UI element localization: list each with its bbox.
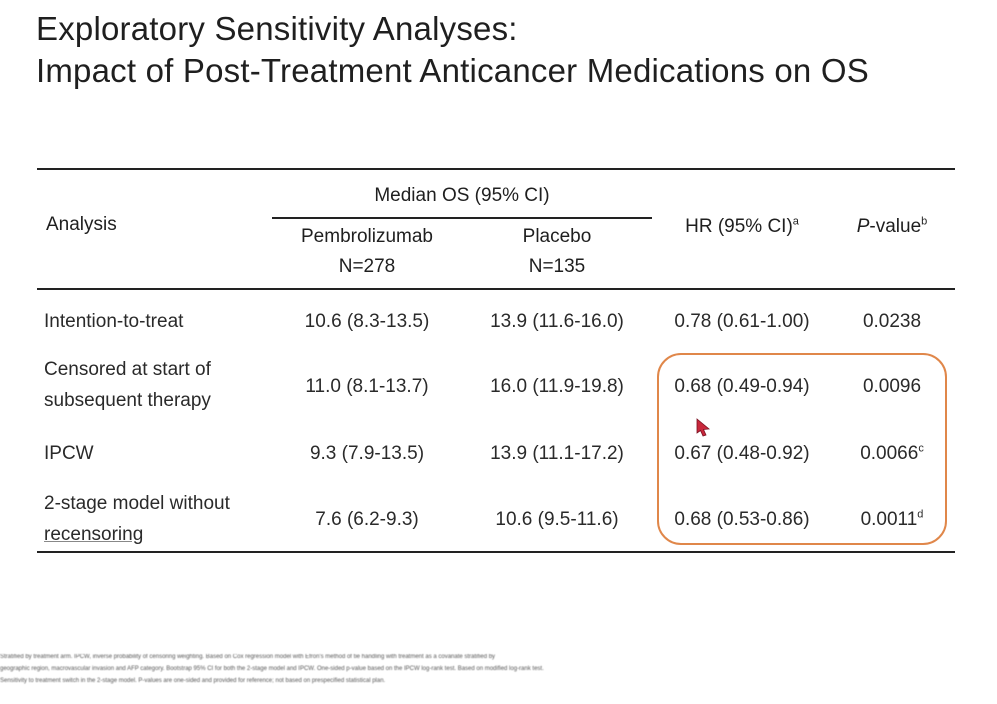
cell-p-2stage: 0.0011$^d$ bbox=[860, 508, 924, 530]
cell-pembro-censored: 11.0 (8.1-13.7) bbox=[305, 376, 429, 397]
header-pembrolizumab: Pembrolizumab bbox=[301, 226, 433, 247]
header-placebo-n: N=135 bbox=[528, 256, 586, 277]
header-hr: HR (95% CI)$^a$ bbox=[685, 215, 799, 237]
footnote-line-1: Stratified by treatment arm. IPCW, inverse probability of censoring weighting. Based on Cox regression model with Efron's method of tie handling with treatment as a covariate stratified by bbox=[0, 654, 496, 660]
footnote-line-2: geographic region, macrovascular invasion and AFP category. Bootstrap 95% CI for both the 2-stage model and IPCW. One-sided p-value based on the IPCW log-rank test. Based on modified log-rank test. bbox=[0, 666, 544, 672]
header-analysis: Analysis bbox=[46, 214, 117, 235]
cell-pembro-itt: 10.6 (8.3-13.5) bbox=[304, 311, 430, 332]
cell-placebo-itt: 13.9 (11.6-16.0) bbox=[490, 311, 624, 332]
row-label-2stage: 2-stage model without recensoring bbox=[44, 493, 230, 545]
highlight-box bbox=[657, 353, 947, 545]
cell-p-ipcw: 0.0066$^c$ bbox=[860, 442, 924, 464]
cell-hr-2stage: 0.68 (0.53-0.86) bbox=[674, 509, 810, 530]
cell-placebo-censored: 16.0 (11.9-19.8) bbox=[490, 376, 624, 397]
row-label-ipcw: IPCW bbox=[44, 443, 94, 464]
header-placebo: Placebo bbox=[522, 226, 592, 247]
footnotes bbox=[0, 651, 950, 687]
cell-hr-itt: 0.78 (0.61-1.00) bbox=[674, 311, 810, 332]
mouse-pointer-icon bbox=[695, 418, 711, 438]
cell-p-censored: 0.0096 bbox=[862, 376, 922, 397]
median-os-group-rule bbox=[272, 217, 652, 219]
title-line-1: Exploratory Sensitivity Analyses: bbox=[36, 10, 518, 47]
table-top-rule bbox=[37, 168, 955, 170]
header-pvalue: P-value$^b$ bbox=[856, 215, 928, 237]
cell-hr-censored: 0.68 (0.49-0.94) bbox=[674, 376, 810, 397]
table-bottom-rule bbox=[37, 551, 955, 553]
cell-pembro-ipcw: 9.3 (7.9-13.5) bbox=[309, 443, 425, 464]
slide-title bbox=[36, 8, 869, 92]
header-pembrolizumab-n: N=278 bbox=[338, 256, 396, 277]
row-label-censored: Censored at start of subsequent therapy bbox=[44, 359, 211, 411]
cell-pembro-2stage: 7.6 (6.2-9.3) bbox=[315, 509, 419, 530]
cell-p-itt: 0.0238 bbox=[862, 311, 922, 332]
cell-placebo-2stage: 10.6 (9.5-11.6) bbox=[495, 509, 619, 530]
cell-placebo-ipcw: 13.9 (11.1-17.2) bbox=[490, 443, 624, 464]
header-median-os: Median OS (95% CI) bbox=[374, 185, 550, 206]
table-header-rule bbox=[37, 288, 955, 290]
row-label-itt: Intention-to-treat bbox=[44, 311, 184, 332]
footnote-line-3: Sensitivity to treatment switch in the 2-stage model. P-values are one-sided and provided for reference; not based on prespecified statistical plan. bbox=[0, 678, 386, 684]
cell-hr-ipcw: 0.67 (0.48-0.92) bbox=[674, 443, 810, 464]
title-line-2: Impact of Post-Treatment Anticancer Medications on OS bbox=[36, 52, 869, 89]
